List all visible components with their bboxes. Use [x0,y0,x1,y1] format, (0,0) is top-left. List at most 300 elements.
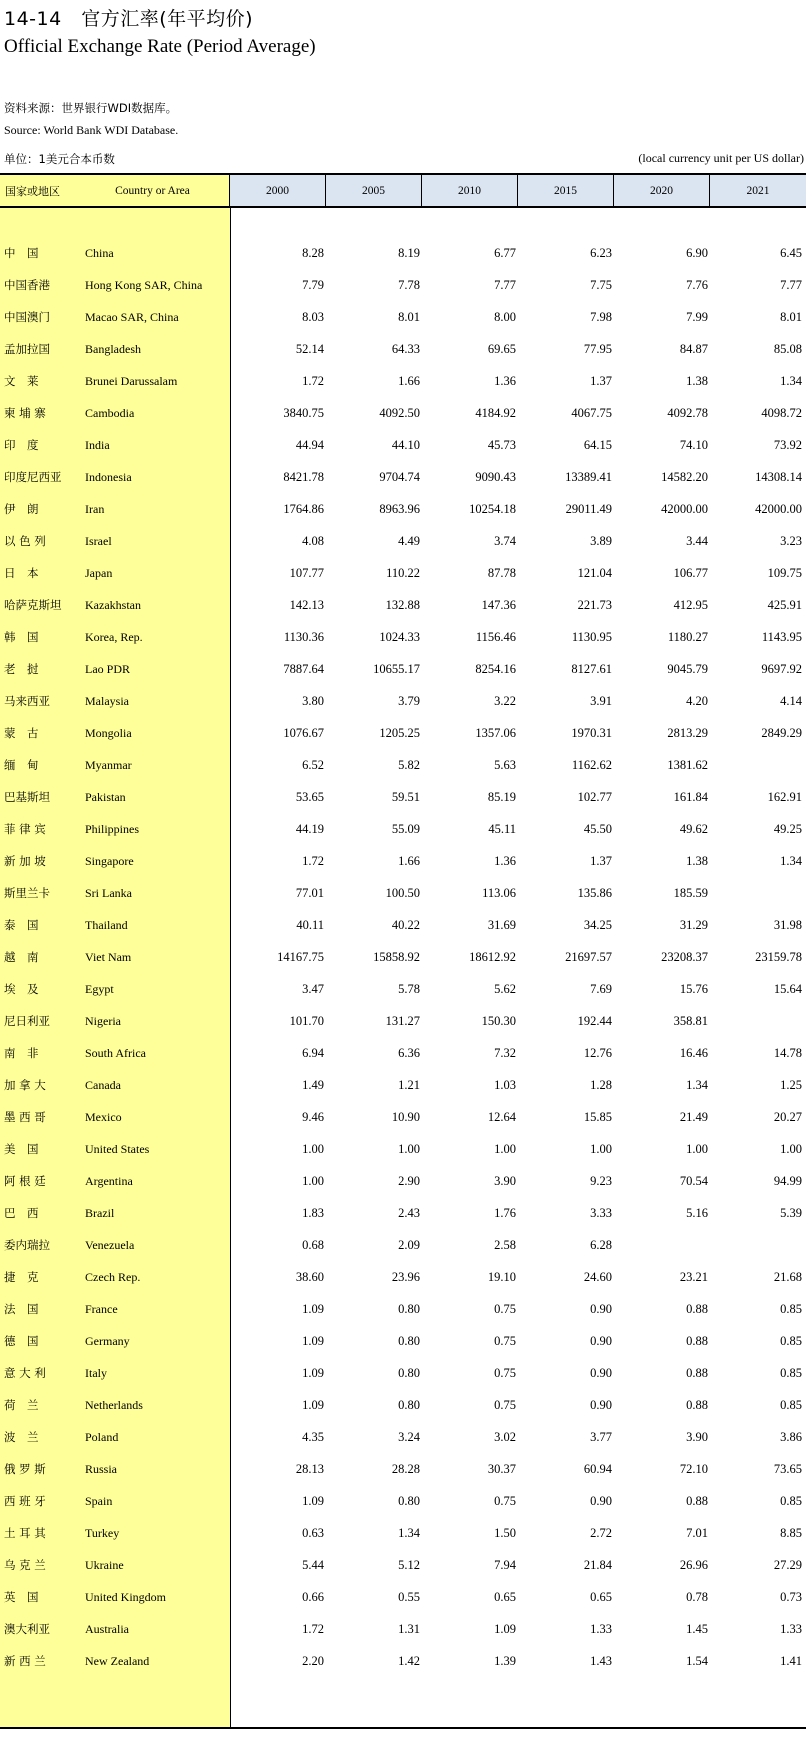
table-row [0,1197,806,1229]
country-name-en: Turkey [85,1525,120,1540]
country-name-zh: 南 非 [4,1046,39,1060]
rate-value-2021: 15.64 [773,981,802,996]
country-name-zh: 中 国 [4,246,39,260]
rate-value-2005: 9704.74 [379,469,420,484]
country-name-en: Sri Lanka [85,885,132,900]
rate-value-2021: 1.34 [780,853,802,868]
country-name-en: Myanmar [85,757,132,772]
rate-value-2005: 8.01 [398,309,420,324]
rate-value-2021: 7.77 [780,277,802,292]
rate-value-2010: 6.77 [494,245,516,260]
table-row [0,429,806,461]
table-row [0,1325,806,1357]
country-name-zh: 墨 西 哥 [4,1110,46,1124]
rate-value-2015: 13389.41 [565,469,612,484]
rate-value-2000: 2.20 [302,1653,324,1668]
rate-value-2005: 2.09 [398,1237,420,1252]
rate-value-2000: 6.52 [302,757,324,772]
country-name-en: Viet Nam [85,949,132,964]
rate-value-2020: 26.96 [679,1557,708,1572]
rate-value-2000: 40.11 [296,917,324,932]
rate-value-2020: 5.16 [686,1205,708,1220]
rate-value-2020: 84.87 [679,341,708,356]
rate-value-2021: 14308.14 [755,469,802,484]
rate-value-2015: 77.95 [583,341,612,356]
rate-value-2005: 0.80 [398,1397,420,1412]
rate-value-2015: 0.90 [590,1301,612,1316]
table-row [0,461,806,493]
rate-value-2005: 1024.33 [379,629,420,644]
country-name-zh: 以 色 列 [4,534,46,548]
country-name-zh: 德 国 [4,1334,39,1348]
rate-value-2010: 1.36 [494,373,516,388]
rate-value-2000: 77.01 [295,885,324,900]
rate-value-2020: 49.62 [679,821,708,836]
country-name-en: India [85,437,110,452]
rate-value-2020: 9045.79 [667,661,708,676]
country-name-en: Pakistan [85,789,126,804]
rate-value-2020: 74.10 [679,437,708,452]
table-row [0,749,806,781]
table-body [0,237,806,1677]
rate-value-2015: 6.23 [590,245,612,260]
source-note-en: Source: World Bank WDI Database. [4,123,179,137]
rate-value-2010: 19.10 [487,1269,516,1284]
rate-value-2015: 3.33 [590,1205,612,1220]
rate-value-2015: 3.91 [590,693,612,708]
rate-value-2015: 7.69 [590,981,612,996]
rate-value-2010: 1156.46 [475,629,516,644]
country-name-zh: 伊 朗 [4,502,39,516]
header-year: 2015 [518,175,614,206]
rate-value-2020: 14582.20 [661,469,708,484]
rate-value-2005: 5.82 [398,757,420,772]
table-header [0,173,806,208]
country-name-en: Malaysia [85,693,129,708]
rate-value-2021: 1143.95 [761,629,802,644]
rate-value-2021: 9697.92 [761,661,802,676]
country-name-en: Indonesia [85,469,132,484]
rate-value-2005: 5.78 [398,981,420,996]
country-name-zh: 意 大 利 [4,1366,46,1380]
rate-value-2000: 7.79 [302,277,324,292]
header-year: 2020 [614,175,710,206]
rate-value-2015: 9.23 [590,1173,612,1188]
country-name-en: Bangladesh [85,341,141,356]
rate-value-2000: 0.63 [302,1525,324,1540]
rate-value-2015: 192.44 [577,1013,612,1028]
table-row [0,1165,806,1197]
rate-value-2015: 135.86 [577,885,612,900]
rate-value-2000: 14167.75 [277,949,324,964]
rate-value-2015: 7.75 [590,277,612,292]
rate-value-2005: 110.22 [386,565,420,580]
country-name-en: Hong Kong SAR, China [85,277,203,292]
country-name-zh: 阿 根 廷 [4,1174,46,1188]
country-name-zh: 巴 西 [4,1206,39,1220]
rate-value-2010: 45.73 [487,437,516,452]
rate-value-2000: 1.49 [302,1077,324,1092]
rate-value-2000: 8.03 [302,309,324,324]
rate-value-2010: 147.36 [481,597,516,612]
rate-value-2010: 0.75 [494,1333,516,1348]
country-name-en: Lao PDR [85,661,130,676]
rate-value-2005: 6.36 [398,1045,420,1060]
rate-value-2000: 1.00 [302,1141,324,1156]
country-name-en: Nigeria [85,1013,121,1028]
rate-value-2021: 1.33 [780,1621,802,1636]
unit-note-zh: 单位：1美元合本币数 [4,152,115,166]
rate-value-2021: 4098.72 [761,405,802,420]
country-name-zh: 韩 国 [4,630,39,644]
country-name-zh: 西 班 牙 [4,1494,46,1508]
rate-value-2000: 0.68 [302,1237,324,1252]
rate-value-2000: 1.72 [302,853,324,868]
rate-value-2020: 0.88 [686,1493,708,1508]
rate-value-2021: 0.73 [780,1589,802,1604]
rate-value-2000: 1764.86 [283,501,324,516]
rate-value-2020: 4.20 [686,693,708,708]
country-name-zh: 委内瑞拉 [4,1238,50,1252]
rate-value-2005: 44.10 [391,437,420,452]
table-row [0,557,806,589]
rate-value-2000: 4.35 [302,1429,324,1444]
rate-value-2000: 0.66 [302,1589,324,1604]
table-row [0,397,806,429]
rate-value-2010: 7.77 [494,277,516,292]
table-row [0,1357,806,1389]
rate-value-2005: 7.78 [398,277,420,292]
rate-value-2015: 24.60 [583,1269,612,1284]
table-row [0,1133,806,1165]
country-name-zh: 中国澳门 [4,310,50,324]
country-name-en: Iran [85,501,105,516]
rate-value-2000: 1.83 [302,1205,324,1220]
rate-value-2005: 132.88 [385,597,420,612]
rate-value-2020: 1.34 [686,1077,708,1092]
rate-value-2010: 69.65 [487,341,516,356]
rate-value-2005: 4092.50 [379,405,420,420]
rate-value-2000: 5.44 [302,1557,324,1572]
rate-value-2015: 3.89 [590,533,612,548]
country-name-zh: 中国香港 [4,278,50,292]
rate-value-2010: 2.58 [494,1237,516,1252]
rate-value-2010: 31.69 [487,917,516,932]
table-row [0,717,806,749]
rate-value-2015: 2.72 [590,1525,612,1540]
rate-value-2005: 10655.17 [373,661,420,676]
rate-value-2005: 1.31 [398,1621,420,1636]
rate-value-2015: 221.73 [577,597,612,612]
country-name-zh: 哈萨克斯坦 [4,598,62,612]
rate-value-2005: 3.79 [398,693,420,708]
table-row [0,1517,806,1549]
rate-value-2020: 15.76 [679,981,708,996]
country-name-en: Cambodia [85,405,135,420]
rate-value-2020: 1.38 [686,853,708,868]
rate-value-2005: 8963.96 [379,501,420,516]
rate-value-2005: 3.24 [398,1429,420,1444]
rate-value-2015: 1.00 [590,1141,612,1156]
country-name-zh: 日 本 [4,566,39,580]
rate-value-2015: 15.85 [583,1109,612,1124]
rate-value-2015: 102.77 [577,789,612,804]
rate-value-2000: 1130.36 [283,629,324,644]
rate-value-2020: 0.78 [686,1589,708,1604]
rate-value-2015: 0.65 [590,1589,612,1604]
table-row [0,1581,806,1613]
rate-value-2010: 113.06 [482,885,516,900]
rate-value-2020: 7.99 [686,309,708,324]
country-name-zh: 缅 甸 [4,758,39,772]
rate-value-2020: 3.90 [686,1429,708,1444]
rate-value-2010: 3.02 [494,1429,516,1444]
header-year: 2005 [326,175,422,206]
rate-value-2010: 4184.92 [475,405,516,420]
rate-value-2010: 1.36 [494,853,516,868]
rate-value-2021: 0.85 [780,1493,802,1508]
rate-value-2010: 7.32 [494,1045,516,1060]
rate-value-2000: 7887.64 [283,661,324,676]
country-name-en: Germany [85,1333,130,1348]
rate-value-2015: 21697.57 [565,949,612,964]
rate-value-2015: 6.28 [590,1237,612,1252]
rate-value-2021: 425.91 [767,597,802,612]
rate-value-2010: 3.90 [494,1173,516,1188]
rate-value-2005: 10.90 [391,1109,420,1124]
rate-value-2021: 1.25 [780,1077,802,1092]
table-row [0,493,806,525]
rate-value-2005: 2.90 [398,1173,420,1188]
rate-value-2010: 87.78 [487,565,516,580]
rate-value-2015: 0.90 [590,1493,612,1508]
rate-value-2005: 1.00 [398,1141,420,1156]
rate-value-2015: 1.43 [590,1653,612,1668]
country-name-en: United Kingdom [85,1589,166,1604]
rate-value-2020: 70.54 [679,1173,708,1188]
table-row [0,237,806,269]
rate-value-2005: 1.34 [398,1525,420,1540]
rate-value-2000: 1.09 [302,1301,324,1316]
rate-value-2015: 1130.95 [571,629,612,644]
rate-value-2021: 0.85 [780,1301,802,1316]
rate-value-2021: 1.00 [780,1141,802,1156]
country-name-zh: 马来西亚 [4,694,50,708]
table-row [0,1101,806,1133]
rate-value-2010: 3.74 [494,533,516,548]
table-row [0,1005,806,1037]
rate-value-2015: 0.90 [590,1397,612,1412]
rate-value-2020: 1.38 [686,373,708,388]
rate-value-2000: 8421.78 [283,469,324,484]
table-bottom-rule [0,1727,806,1729]
rate-value-2010: 1.76 [494,1205,516,1220]
rate-value-2010: 150.30 [481,1013,516,1028]
country-name-zh: 印度尼西亚 [4,470,62,484]
country-name-zh: 越 南 [4,950,39,964]
country-name-en: United States [85,1141,150,1156]
rate-value-2005: 0.80 [398,1333,420,1348]
rate-value-2020: 16.46 [679,1045,708,1060]
rate-value-2005: 131.27 [385,1013,420,1028]
rate-value-2020: 185.59 [673,885,708,900]
rate-value-2021: 20.27 [773,1109,802,1124]
rate-value-2000: 1.09 [302,1493,324,1508]
rate-value-2000: 28.13 [295,1461,324,1476]
table-row [0,685,806,717]
rate-value-2010: 45.11 [488,821,516,836]
table-row [0,1261,806,1293]
rate-value-2021: 94.99 [773,1173,802,1188]
rate-value-2000: 1.00 [302,1173,324,1188]
table-row [0,1037,806,1069]
country-name-en: Japan [85,565,113,580]
country-name-en: Israel [85,533,112,548]
header-country-zh: 国家或地区 [0,175,76,206]
table-row [0,1421,806,1453]
table-row [0,621,806,653]
country-name-zh: 孟加拉国 [4,342,50,356]
rate-value-2005: 0.80 [398,1301,420,1316]
rate-value-2010: 1.39 [494,1653,516,1668]
rate-value-2000: 6.94 [302,1045,324,1060]
country-name-zh: 斯里兰卡 [4,886,50,900]
country-name-zh: 乌 克 兰 [4,1558,46,1572]
rate-value-2010: 1.09 [494,1621,516,1636]
rate-value-2020: 6.90 [686,245,708,260]
table-row [0,1389,806,1421]
rate-value-2005: 0.80 [398,1365,420,1380]
rate-value-2015: 64.15 [583,437,612,452]
rate-value-2015: 60.94 [583,1461,612,1476]
rate-value-2010: 5.62 [494,981,516,996]
rate-value-2021: 73.65 [773,1461,802,1476]
rate-value-2021: 8.85 [780,1525,802,1540]
rate-value-2015: 45.50 [583,821,612,836]
rate-value-2005: 59.51 [391,789,420,804]
table-row [0,1069,806,1101]
table-row [0,269,806,301]
rate-value-2005: 1.66 [398,853,420,868]
country-name-en: Poland [85,1429,119,1444]
country-name-en: Brazil [85,1205,115,1220]
rate-value-2020: 7.01 [686,1525,708,1540]
rate-value-2015: 1.33 [590,1621,612,1636]
rate-value-2005: 0.80 [398,1493,420,1508]
table-title-en: Official Exchange Rate (Period Average) [4,36,316,57]
rate-value-2005: 55.09 [391,821,420,836]
rate-value-2010: 30.37 [487,1461,516,1476]
table-row [0,301,806,333]
rate-value-2010: 0.65 [494,1589,516,1604]
table-row [0,1293,806,1325]
country-name-zh: 美 国 [4,1142,39,1156]
rate-value-2021: 27.29 [773,1557,802,1572]
rate-value-2021: 5.39 [780,1205,802,1220]
table-row [0,1645,806,1677]
country-name-en: Egypt [85,981,114,996]
country-name-zh: 澳大利亚 [4,1622,50,1636]
rate-value-2015: 4067.75 [571,405,612,420]
country-name-en: Singapore [85,853,134,868]
rate-value-2000: 1.09 [302,1397,324,1412]
rate-value-2010: 5.63 [494,757,516,772]
rate-value-2021: 85.08 [773,341,802,356]
rate-value-2020: 2813.29 [667,725,708,740]
table-title-zh: 14-14 官方汇率(年平均价) [4,8,254,30]
country-name-en: Czech Rep. [85,1269,141,1284]
rate-value-2015: 0.90 [590,1333,612,1348]
table-row [0,781,806,813]
rate-value-2020: 1.54 [686,1653,708,1668]
rate-value-2021: 3.86 [780,1429,802,1444]
country-name-zh: 印 度 [4,438,39,452]
rate-value-2000: 107.77 [289,565,324,580]
rate-value-2021: 1.41 [780,1653,802,1668]
country-name-en: Mongolia [85,725,132,740]
rate-value-2005: 0.55 [398,1589,420,1604]
rate-value-2000: 1.72 [302,373,324,388]
rate-value-2000: 1.09 [302,1333,324,1348]
rate-value-2005: 4.49 [398,533,420,548]
country-name-zh: 英 国 [4,1590,39,1604]
rate-value-2021: 31.98 [773,917,802,932]
rate-value-2021: 162.91 [767,789,802,804]
country-name-en: Argentina [85,1173,133,1188]
header-year: 2010 [422,175,518,206]
rate-value-2015: 1162.62 [571,757,612,772]
rate-value-2010: 8254.16 [475,661,516,676]
table-row [0,525,806,557]
rate-value-2021: 8.01 [780,309,802,324]
rate-value-2021: 2849.29 [761,725,802,740]
country-name-en: Thailand [85,917,128,932]
rate-value-2015: 1.37 [590,373,612,388]
rate-value-2000: 53.65 [295,789,324,804]
rate-value-2020: 1381.62 [667,757,708,772]
rate-value-2000: 3.47 [302,981,324,996]
table-row [0,973,806,1005]
rate-value-2000: 1.09 [302,1365,324,1380]
rate-value-2005: 64.33 [391,341,420,356]
table-row [0,365,806,397]
rate-value-2010: 0.75 [494,1365,516,1380]
country-name-zh: 埃 及 [4,982,39,996]
rate-value-2020: 1.45 [686,1621,708,1636]
rate-value-2005: 2.43 [398,1205,420,1220]
country-name-zh: 新 加 坡 [4,854,46,868]
rate-value-2020: 161.84 [673,789,708,804]
table-row [0,1485,806,1517]
country-name-en: South Africa [85,1045,146,1060]
rate-value-2010: 7.94 [494,1557,516,1572]
rate-value-2015: 21.84 [583,1557,612,1572]
rate-value-2015: 0.90 [590,1365,612,1380]
rate-value-2021: 0.85 [780,1333,802,1348]
table-row [0,813,806,845]
rate-value-2020: 23208.37 [661,949,708,964]
country-name-en: Mexico [85,1109,122,1124]
rate-value-2000: 44.94 [295,437,324,452]
rate-value-2020: 106.77 [673,565,708,580]
country-name-zh: 荷 兰 [4,1398,39,1412]
rate-value-2005: 1.42 [398,1653,420,1668]
rate-value-2021: 6.45 [780,245,802,260]
rate-value-2000: 3840.75 [283,405,324,420]
rate-value-2010: 3.22 [494,693,516,708]
table-row [0,845,806,877]
rate-value-2020: 0.88 [686,1397,708,1412]
